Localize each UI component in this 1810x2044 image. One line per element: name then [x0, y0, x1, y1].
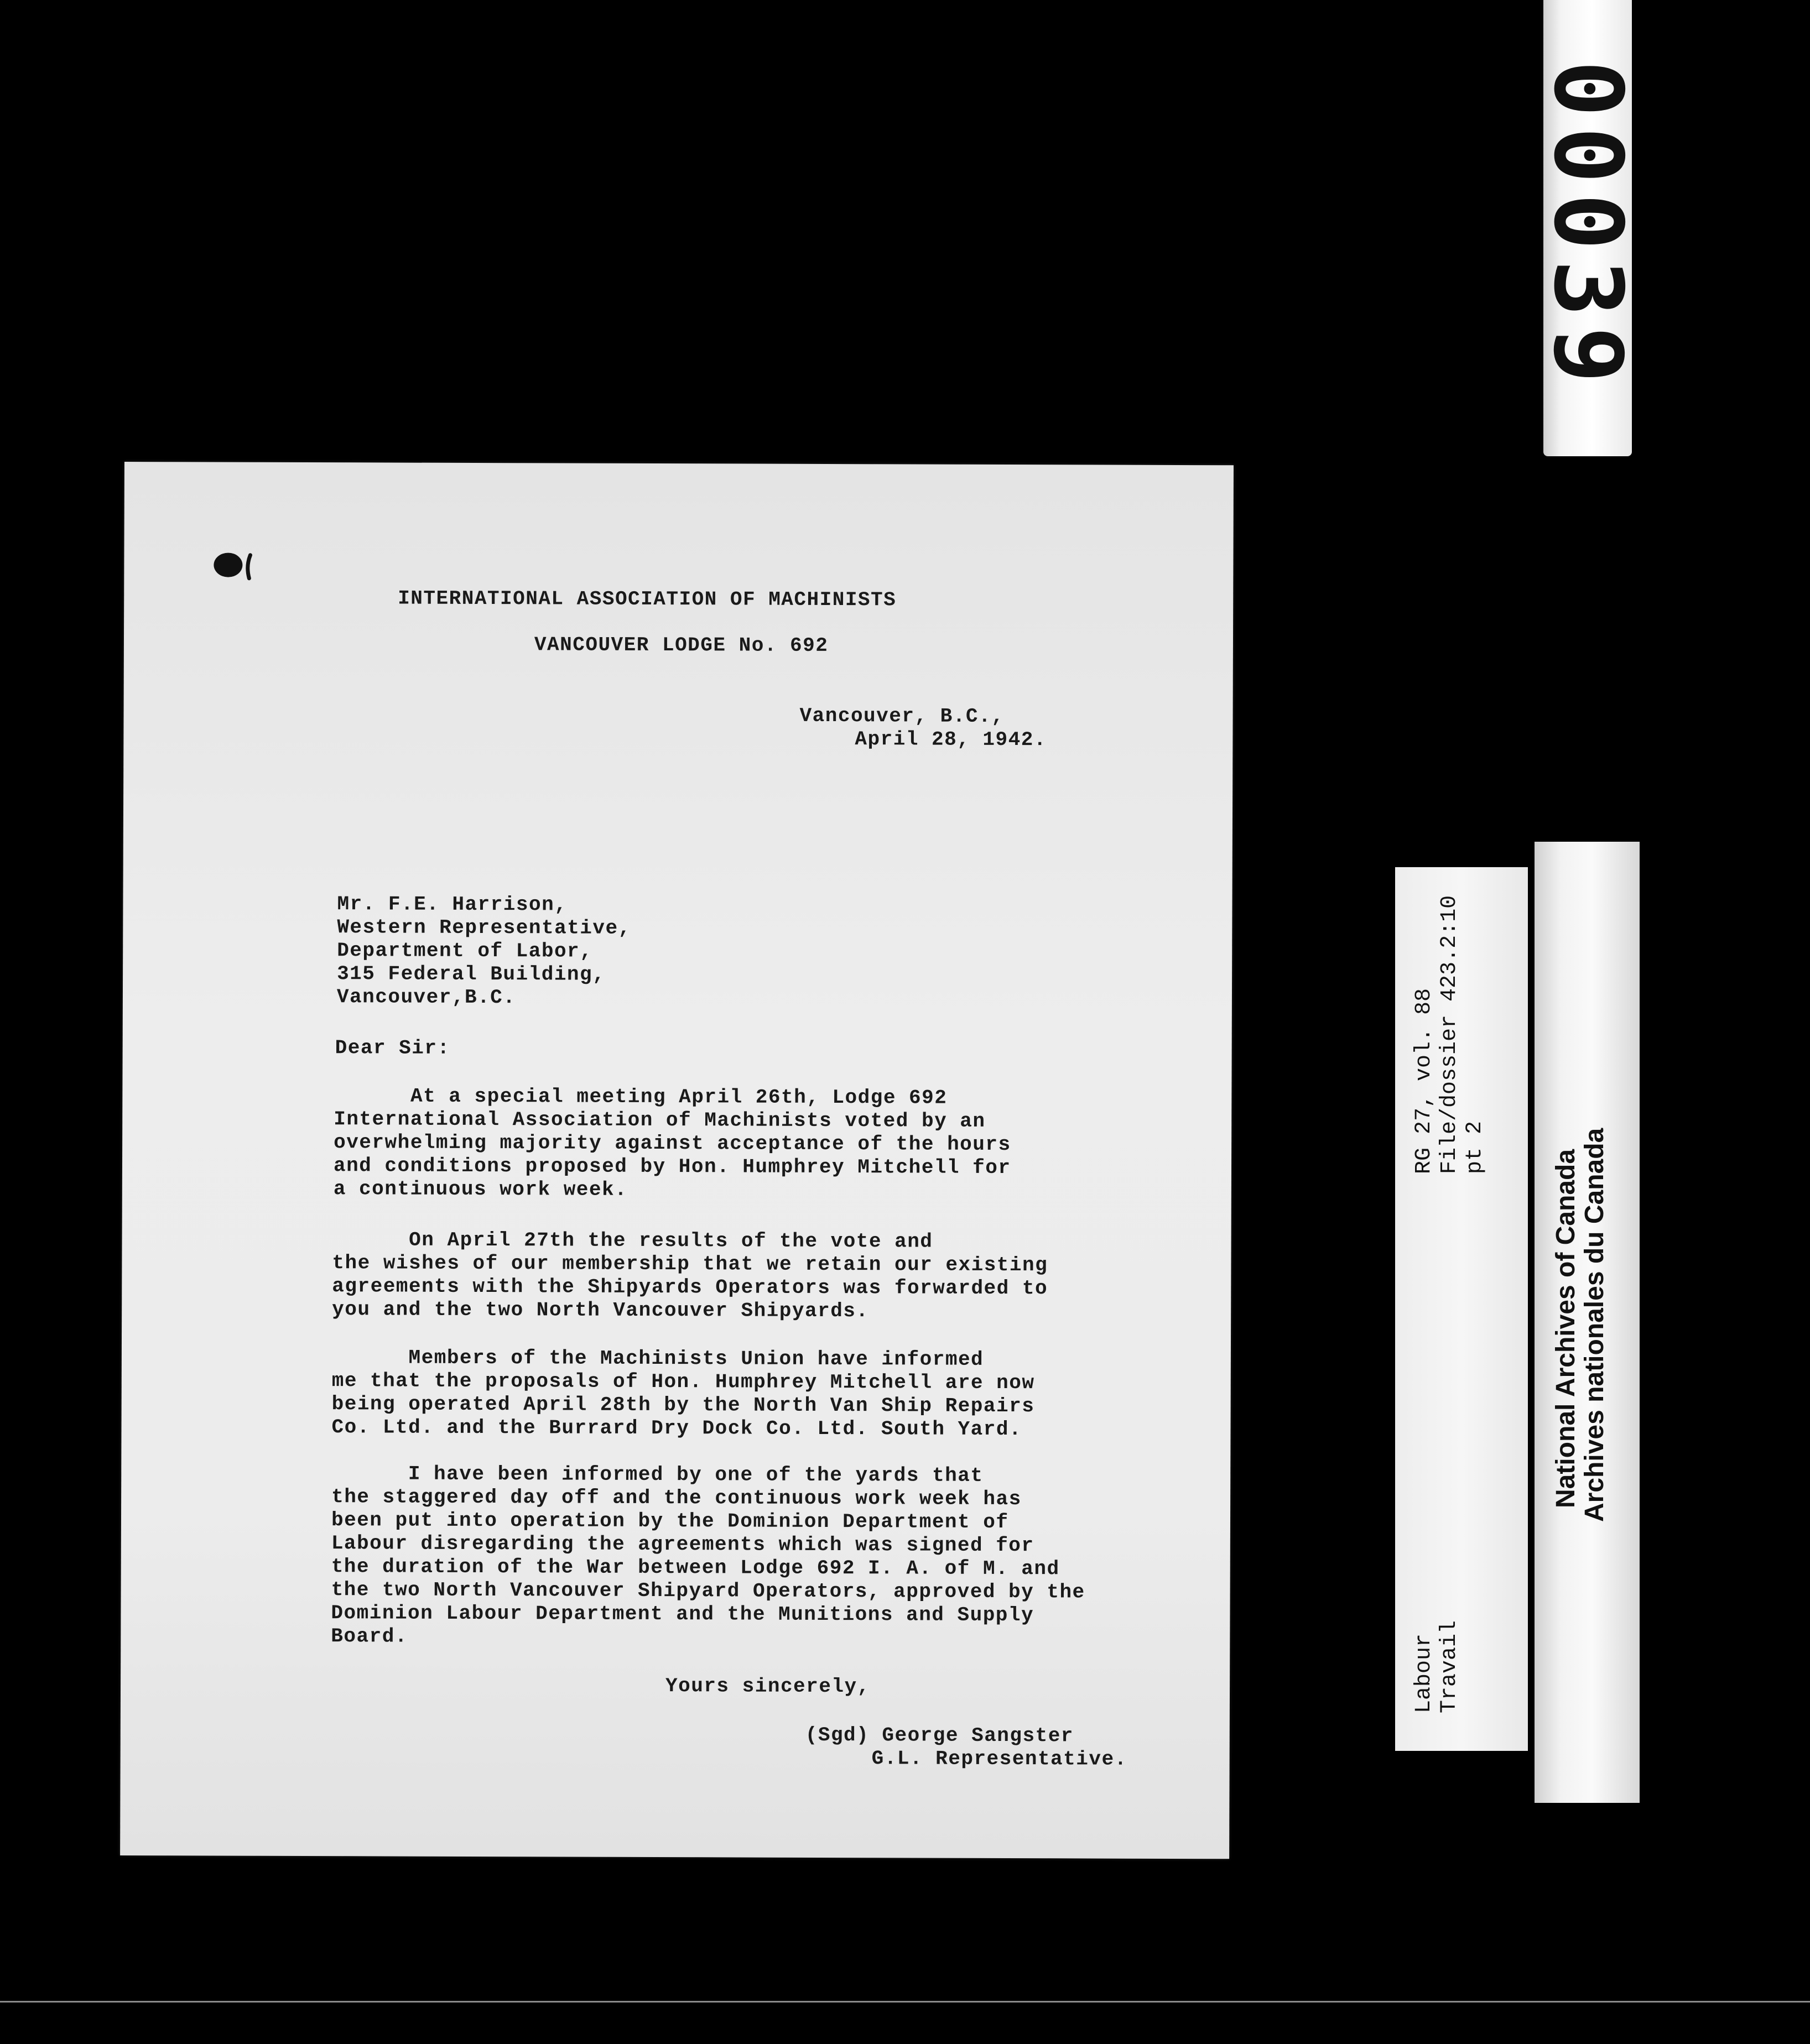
- recipient-line: Mr. F.E. Harrison,: [337, 893, 568, 916]
- frame-counter-strip: [1533, 0, 1642, 456]
- recipient-line: 315 Federal Building,: [337, 962, 606, 986]
- archive-reference-label: [1395, 867, 1528, 1751]
- letterhead-organization: INTERNATIONAL ASSOCIATION OF MACHINISTS: [398, 587, 897, 612]
- recipient-line: Western Representative,: [337, 916, 631, 940]
- institution-label: [1535, 842, 1640, 1803]
- body-paragraph: On April 27th the results of the vote and the wishes of our membership that we retain our existing agreements with the Shipyards Operators was forwarded to you and the two North Vancouver Shipyards.: [332, 1228, 1048, 1323]
- closing: Yours sincerely,: [665, 1675, 870, 1698]
- archive-part: pt 2: [1463, 1120, 1487, 1174]
- body-paragraph: I have been informed by one of the yards that the staggered day off and the continuous work week has been put into operation by the Dominion Department of Labour disregarding the agreements which was signed for the duration of the War between Lodge 692 I. A. of M. and the two North Vancouver Shipyard Operators, approved by the Dominion Labour Department and the Munitions and Supply Board.: [331, 1462, 1085, 1648]
- salutation: Dear Sir:: [335, 1036, 450, 1060]
- letter-place: Vancouver, B.C.,: [799, 704, 1005, 728]
- archive-reference: RG 27, vol. 88: [1412, 988, 1437, 1174]
- letter-page: [120, 462, 1234, 1859]
- bottom-scan-rule: [0, 2001, 1810, 2003]
- archive-file: File/dossier 423.2:10: [1437, 895, 1462, 1174]
- letter-date: April 28, 1942.: [855, 728, 1047, 752]
- institution-name-en: National Archives of Canada: [1551, 1149, 1580, 1508]
- body-paragraph: At a special meeting April 26th, Lodge 692 International Association of Machinists voted by an overwhelming majority against acceptance of the hours and conditions proposed by Hon. Humphrey Mitchell for a continuous work week.: [333, 1084, 1011, 1201]
- letterhead-lodge: VANCOUVER LODGE No. 692: [534, 633, 829, 657]
- recipient-line: Vancouver,B.C.: [336, 985, 516, 1009]
- signature: (Sgd) George Sangster: [805, 1723, 1074, 1748]
- frame-number: 00039: [1533, 60, 1642, 393]
- institution-name-fr: Archives nationales du Canada: [1580, 1128, 1609, 1522]
- archive-dept-fr: Travail: [1437, 1620, 1462, 1713]
- recipient-line: Department of Labor,: [337, 939, 593, 963]
- signer-title: G.L. Representative.: [871, 1747, 1127, 1771]
- body-paragraph: Members of the Machinists Union have informed me that the proposals of Hon. Humphrey Mitchell are now being operated April 28th by the North Van Ship Repairs Co. Ltd. and the Burrard Dry Dock Co. Ltd. South Yard.: [331, 1346, 1035, 1441]
- margin-ink-mark: [207, 545, 262, 583]
- archive-dept-en: Labour: [1412, 1633, 1437, 1713]
